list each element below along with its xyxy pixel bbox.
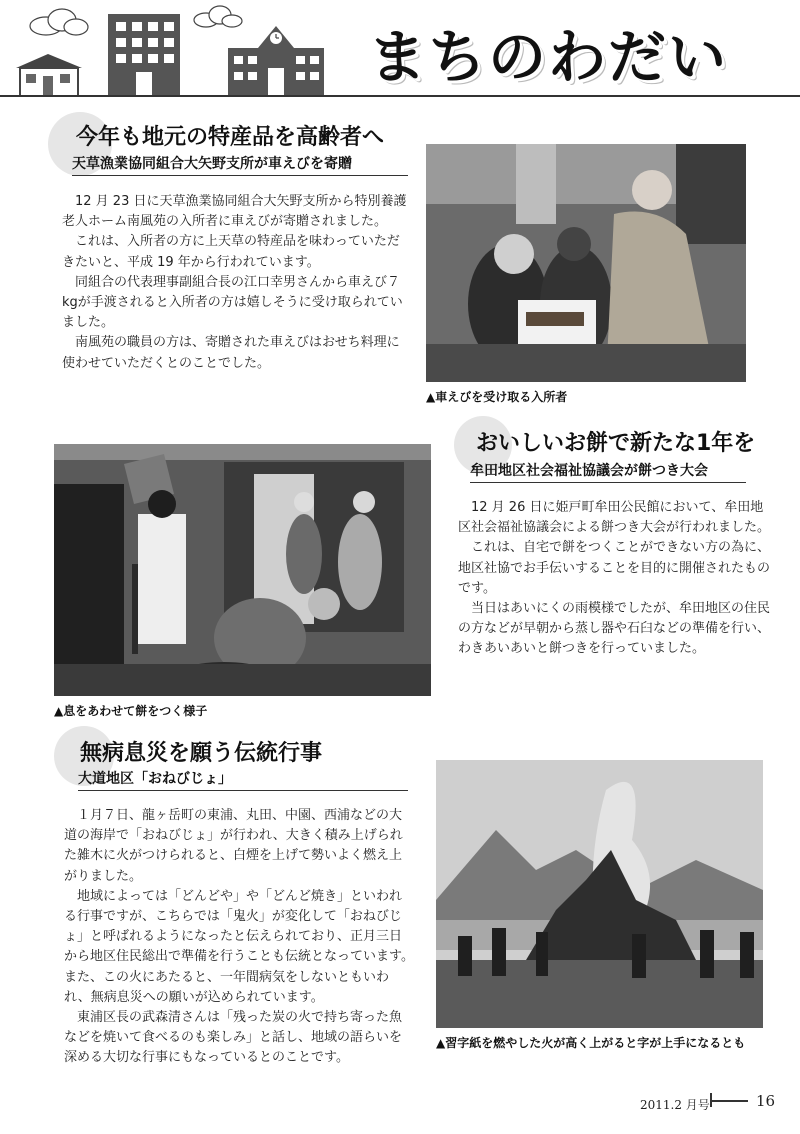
footer-rule [712,1100,748,1102]
issue-label: 2011.2 月号 [640,1098,710,1112]
article2-body [458,498,774,660]
paragraph: これは、入所者の方に上天草の特産品を味わっていただきたいと、平成 19 年から行われています。 [62,234,400,270]
cloud-icon [30,9,88,35]
paragraph: 同組合の代表理事副組合長の江口幸男さんから車えび７kgが手渡されると入所者の方は嬉しそうに受け取られていました。 [62,274,403,331]
article3-headline: 無病息災を願う伝統行事 [80,741,323,766]
paragraph: 12 月 23 日に天草漁業協同組合大矢野支所から特別養護老人ホーム南風苑の入所者に車えびが寄贈されました。 [62,194,407,230]
paragraph: 当日はあいにくの雨模様でしたが、牟田地区の住民の方などが早朝から蒸し器や石臼などの準備を行い、わきあいあいと餅つきを行っていました。 [458,601,771,657]
paragraph: これは、自宅で餅をつくことができない方の為に、地区社協でお手伝いすることを目的に開催されたものです。 [458,540,771,596]
article3-caption: ▲習字紙を燃やした火が高く上がると字が上手になるとも [436,1036,746,1050]
page-number: 16 [756,1092,776,1110]
paragraph: 東浦区長の武森清さんは「残った炭の火で持ち寄った魚などを焼いて食べるのも楽しみ」と話し、地域の語らいを深める大切な行事にもなっているとのことです。 [64,1010,403,1066]
paragraph: １月７日、龍ヶ岳町の東浦、丸田、中園、西浦などの大道の海岸で「おねびじょ」が行われ、大きく積み上げられた雑木に火がつけられると、白煙を上げて勢いよく燃え上がりました。 [64,808,403,884]
cloud-icon [194,6,242,27]
building-icon [108,14,180,96]
house-icon [16,54,82,96]
shrimp-donation-photo [426,144,746,382]
page-header [0,0,800,100]
article1-subhead: 天草漁業協同組合大矢野支所が車えびを寄贈 [72,153,408,176]
article2-headline: おいしいお餅で新たな1年を [476,431,756,456]
article2-subhead: 牟田地区社会福祉協議会が餅つき大会 [470,460,746,483]
paragraph: 南風苑の職員の方は、寄贈された車えびはおせち料理に使わせていただくとのことでした。 [62,335,400,371]
paragraph: 地域によっては「どんどや」や「どんど焼き」といわれる行事ですが、こちらでは「鬼火」が変化して「おねびじょ」と呼ばれるようになったと伝えられており、正月三日から地区住民総出で準備を行うことも伝統となっています。また、この火にあたると、一年間病気をしないともいわれ、無病息災への願いが込められています。 [64,888,414,1005]
article1-body [62,192,410,374]
article1-caption: ▲車えびを受け取る入所者 [426,390,568,404]
article2-caption: ▲息をあわせて餅をつく様子 [54,704,208,718]
section-title: まちのわだい [368,23,729,91]
header-rule [0,95,800,97]
bonfire-photo [436,760,763,1028]
article1-headline: 今年も地元の特産品を高齢者へ [76,125,385,150]
article3-subhead: 大道地区「おねびじょ」 [78,768,408,791]
school-icon [228,26,324,96]
paragraph: 12 月 26 日に姫戸町牟田公民館において、牟田地区社会福祉協議会による餅つき大会が行われました。 [458,500,771,536]
mochi-pounding-photo [54,444,431,696]
town-buildings-illustration [0,0,360,100]
article3-body [64,806,414,1069]
